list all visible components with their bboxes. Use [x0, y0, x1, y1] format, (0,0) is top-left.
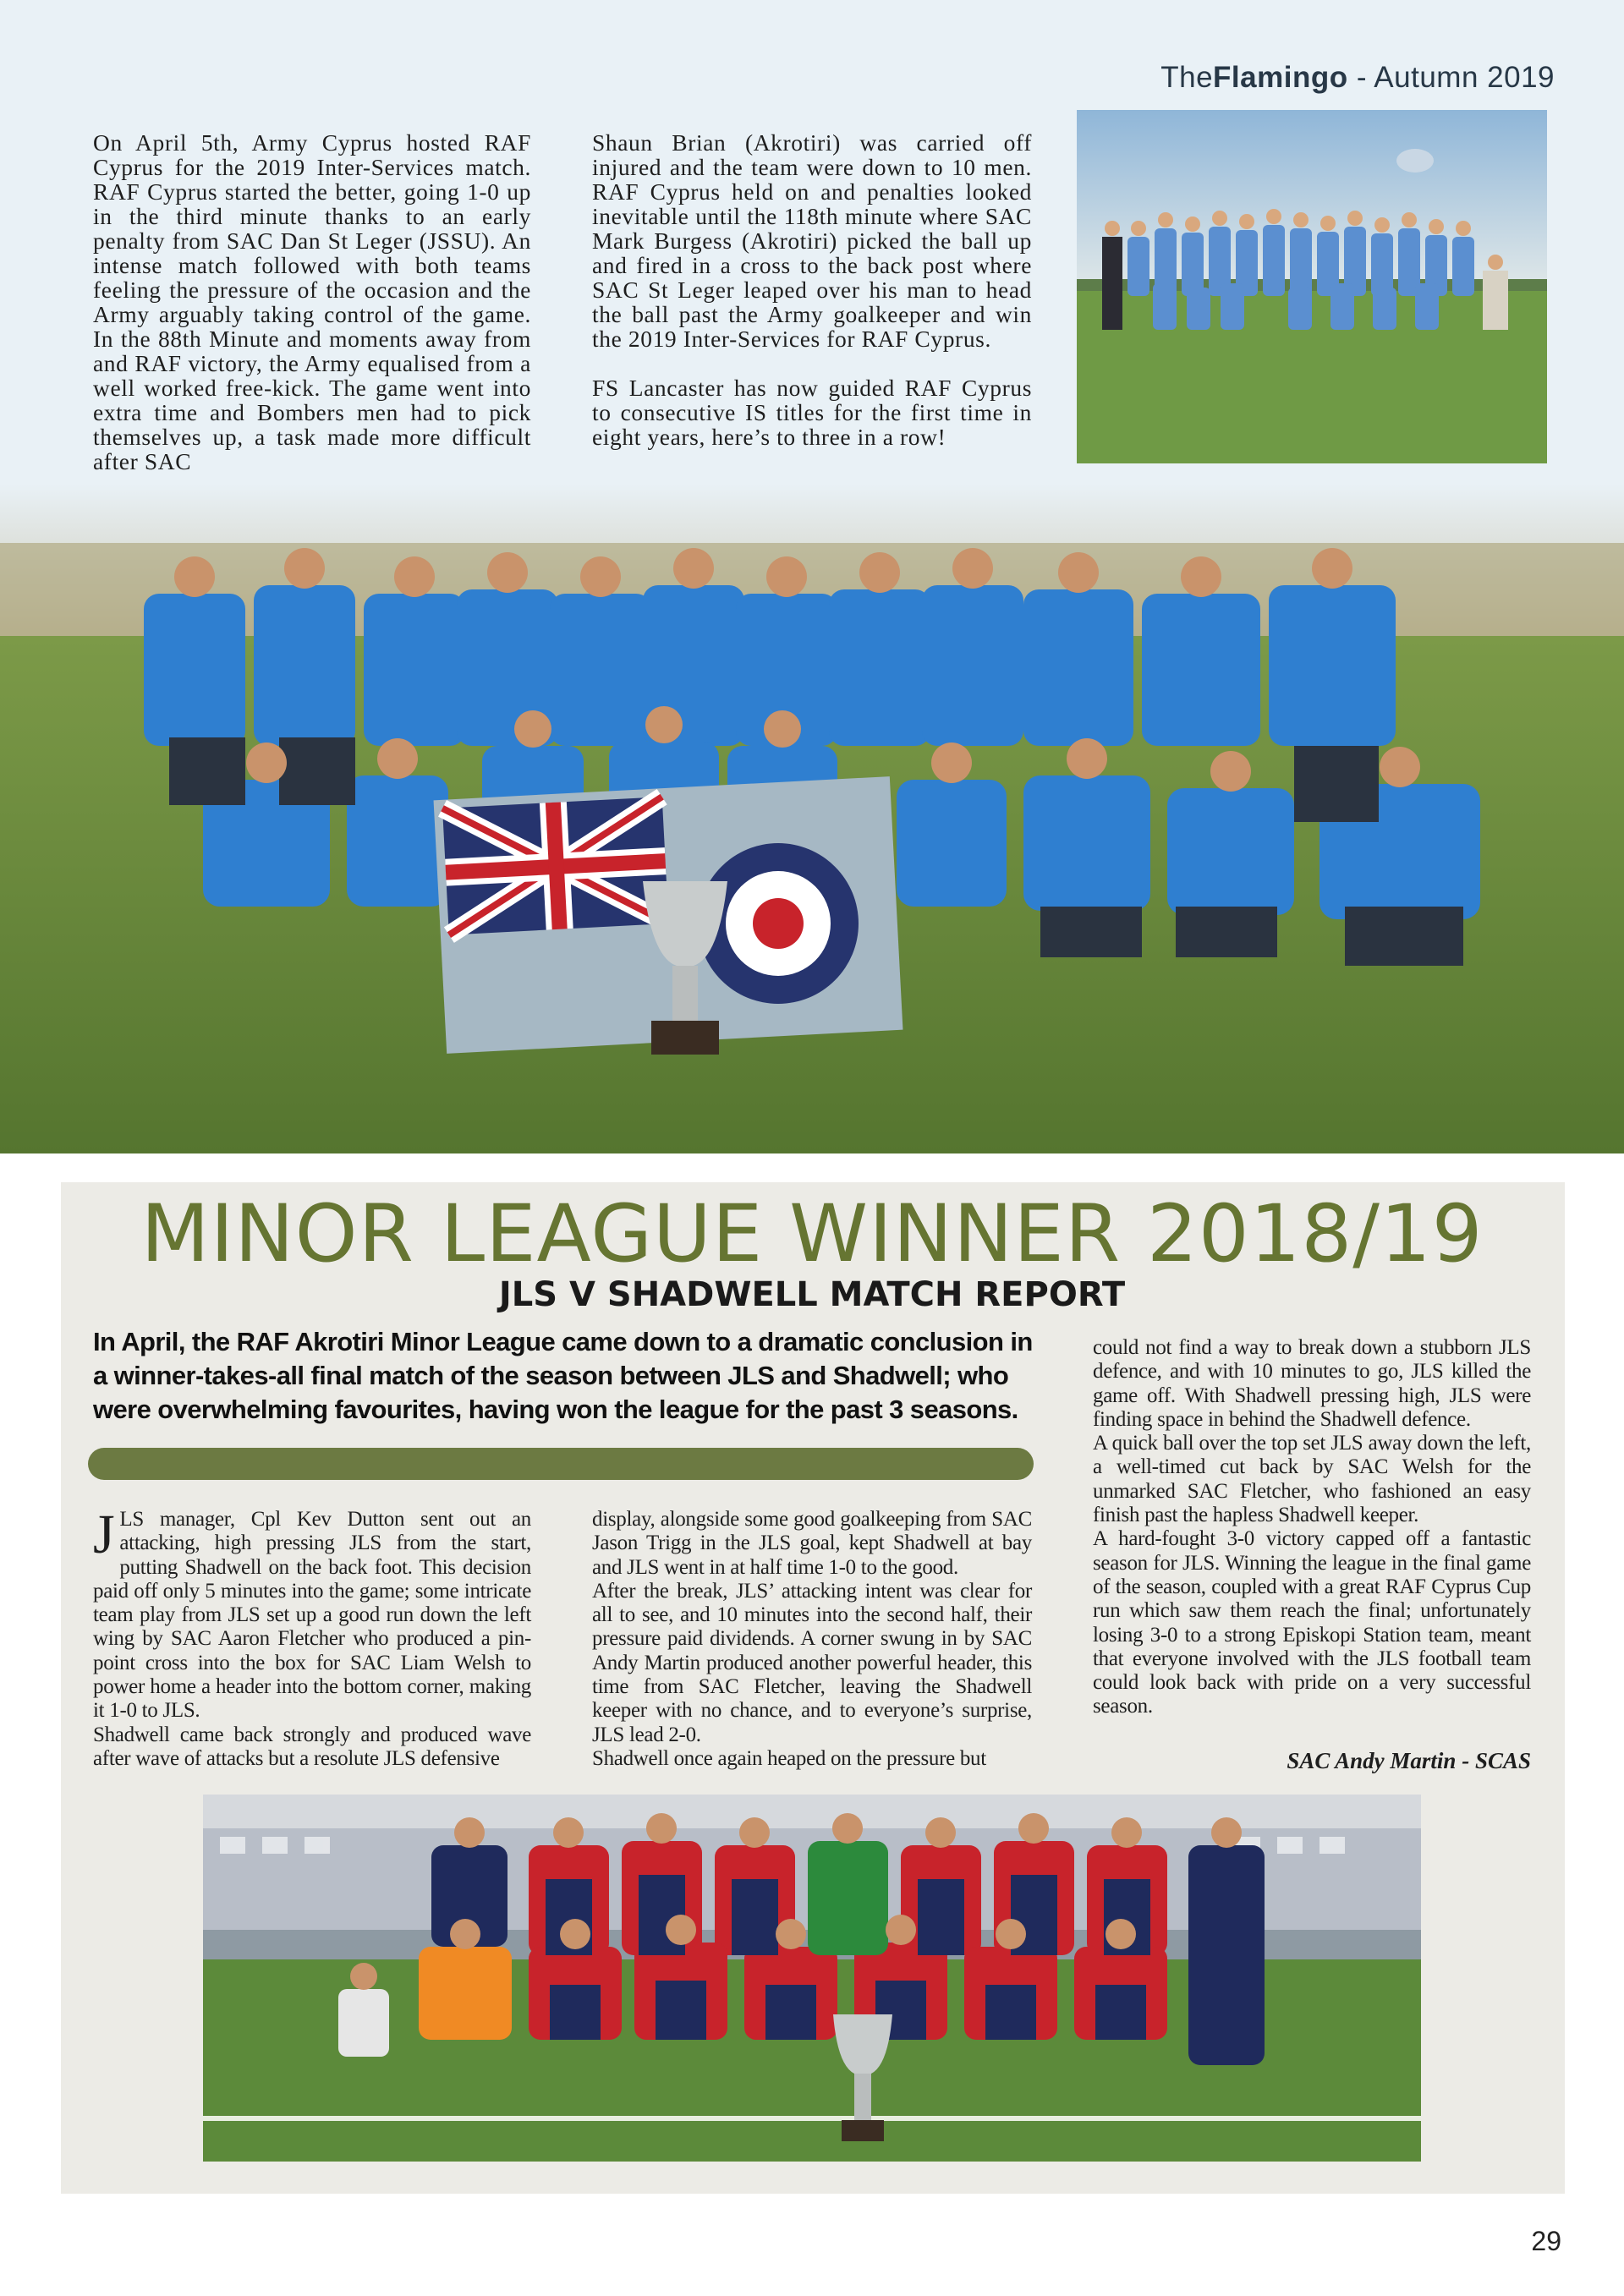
- report-column-1: [93, 1504, 531, 1771]
- article-paragraph: Shaun Brian (Akrotiri) was carried off injured and the team were down to 10 men. RAF Cyprus held on and penalties looked inevitable until the 118th minute where SAC Mark Burgess (Akrotiri) picked the ball up and fired in a cross to the back post where SAC St Leger leaped over his man to head the ball past the Army goalkeeper and win the 2019 Inter-Services for RAF Cyprus.: [592, 129, 1032, 352]
- report-paragraph: display, alongside some good goalkeeping from SAC Jason Trigg in the JLS goal, kept Shadwell at bay and JLS went in at half time 1-0 to the good.: [592, 1508, 1032, 1579]
- match-report-standfirst: In April, the RAF Akrotiri Minor League came down to a dramatic conclusion in a winner-takes-all final match of the season between JLS and Shadwell; who were overwhelming favourites, having won the league for the past 3 seasons.: [93, 1327, 1033, 1424]
- masthead-prefix: The: [1160, 61, 1214, 94]
- masthead-brand: Flamingo: [1213, 61, 1348, 94]
- divider-bar: [88, 1448, 1034, 1480]
- report-paragraph: Shadwell once again heaped on the pressure but: [592, 1746, 986, 1770]
- article-column-1: [93, 130, 531, 474]
- report-paragraph: A quick ball over the top set JLS away down the left, a well-timed cut back by SAC Welsh for the unmarked SAC Fletcher, who fashioned an easy finish past the hapless Shadwell keeper.: [1093, 1432, 1531, 1527]
- drop-cap: J: [93, 1504, 115, 1565]
- jls-team-photo: [203, 1795, 1421, 2162]
- report-paragraph: [93, 1504, 531, 1723]
- masthead-edition: - Autumn 2019: [1356, 61, 1555, 94]
- raf-team-flag-photo: [0, 484, 1624, 1153]
- report-column-2: [592, 1508, 1032, 1771]
- report-paragraph-text: LS manager, Cpl Kev Dutton sent out an attacking, high pressing JLS from the start, putting Shadwell on the back foot. This decision paid off only 5 minutes into the game; some intricate team play from JLS set up a good run down the left wing by SAC Aaron Fletcher who produced a pin-point cross into the box for SAC Liam Welsh to power home a header into the bottom corner, making it 1-0 to JLS.: [93, 1508, 531, 1723]
- match-report-headline: MINOR LEAGUE WINNER 2018/19: [140, 1188, 1484, 1280]
- report-paragraph: Shadwell came back strongly and produced wave after wave of attacks but a resolute JLS defensive: [93, 1723, 531, 1770]
- article-paragraph: FS Lancaster has now guided RAF Cyprus to consecutive IS titles for the first time in eight years, here’s to three in a row!: [592, 375, 1032, 450]
- article-column-2: [592, 130, 1032, 449]
- page-number: 29: [1531, 2226, 1561, 2256]
- article-paragraph: On April 5th, Army Cyprus hosted RAF Cyprus for the 2019 Inter-Services match. RAF Cyprus started the better, going 1-0 up in the third minute thanks to an early penalty from SAC Dan St Leger (JSSU). An intense match followed with both teams feeling the pressure of the occasion and the Army arguably taking control of the game. In the 88th Minute and moments away from and RAF victory, the Army equalised from a well worked free-kick. The game went into extra time and Bombers men had to pick themselves up, a task made more difficult after SAC: [93, 129, 531, 474]
- masthead: [1160, 61, 1555, 95]
- report-paragraph: could not find a way to break down a stubborn JLS defence, and with 10 minutes to go, JLS killed the game off. With Shadwell pressing high, JLS were finding space in behind the Shadwell defence.: [1093, 1336, 1531, 1431]
- match-report-subheading: JLS V SHADWELL MATCH REPORT: [498, 1275, 1126, 1314]
- report-paragraph: After the break, JLS’ attacking intent was clear for all to see, and 10 minutes into the second half, their pressure paid dividends. A corner swung in by SAC Andy Martin produced another powerful header, this time from SAC Fletcher, leaving the Shadwell keeper with no chance, and to everyone’s surprise, JLS lead 2-0.: [592, 1579, 1032, 1746]
- byline: SAC Andy Martin - SCAS: [1287, 1748, 1531, 1773]
- team-celebration-photo: [1077, 110, 1547, 463]
- report-column-3: [1093, 1336, 1531, 1719]
- report-paragraph: A hard-fought 3-0 victory capped off a fantastic season for JLS. Winning the league in the final game of the season, coupled with a great RAF Cyprus Cup run which saw them reach the final; unfortunately losing 3-0 to a strong Episkopi Station team, meant that everyone involved with the JLS football team could look back with pride on a very successful season.: [1093, 1527, 1531, 1718]
